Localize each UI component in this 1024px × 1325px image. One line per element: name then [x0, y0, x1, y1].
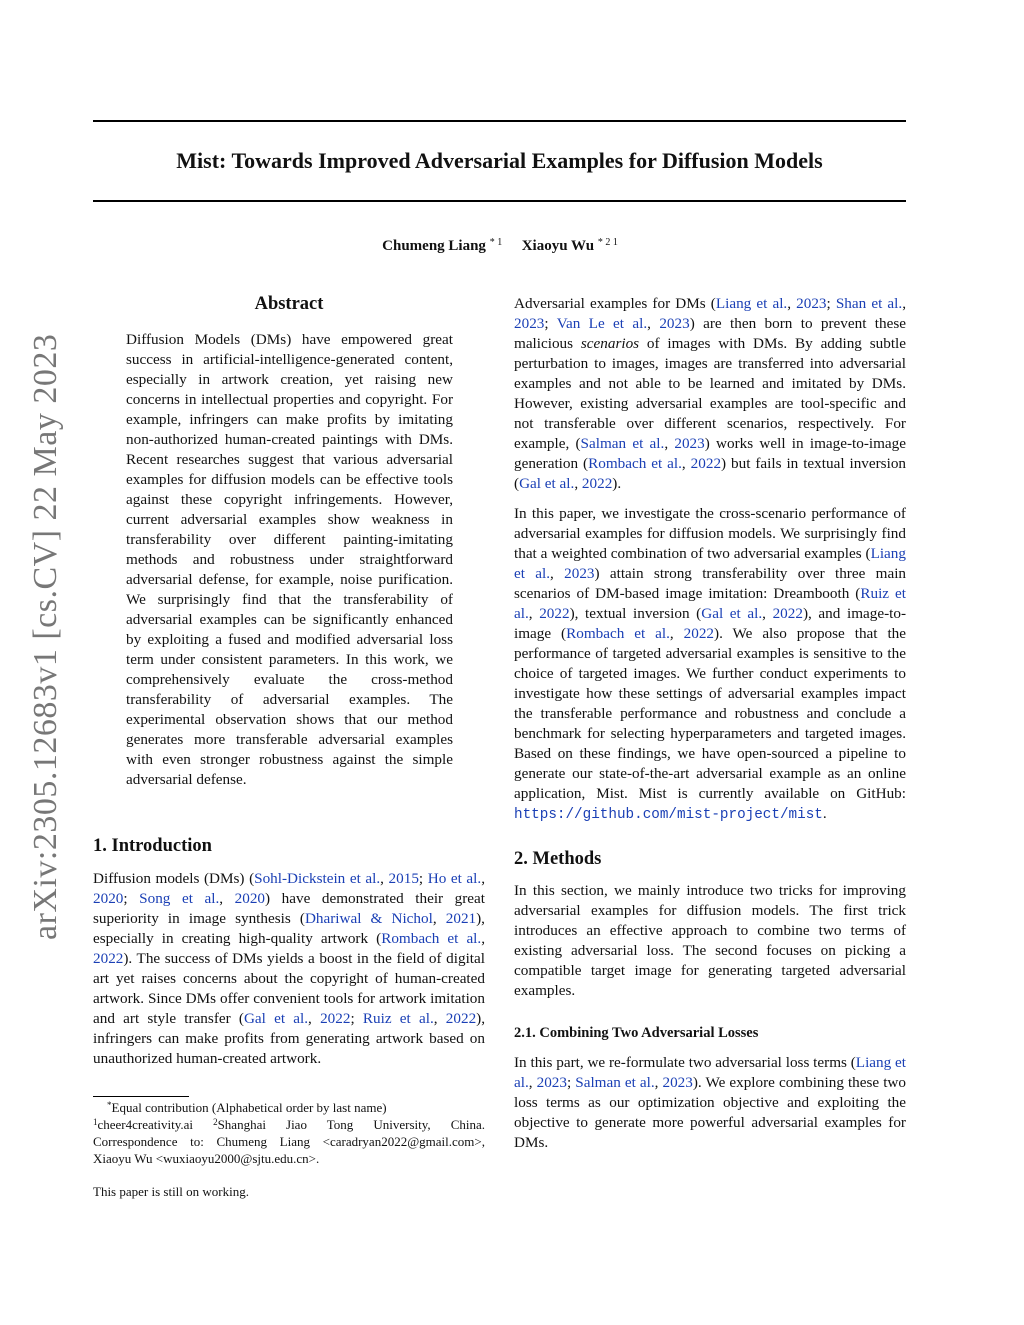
paper-title: Mist: Towards Improved Adversarial Examples for Diffusion Models — [176, 148, 823, 173]
arxiv-stamp: arXiv:2305.12683v1 [cs.CV] 22 May 2023 — [27, 333, 64, 940]
citation-link[interactable]: 2023 — [514, 315, 545, 332]
citation-link[interactable]: Dhariwal & Nichol — [304, 910, 433, 927]
author-affiliation-marks: * 2 1 — [597, 237, 618, 248]
citation-link[interactable]: 2022 — [690, 455, 722, 472]
citation-link[interactable]: Van Le et al. — [556, 315, 648, 332]
citation-link[interactable]: 2022 — [445, 1010, 477, 1027]
working-paper-note: This paper is still on working. — [93, 1184, 249, 1199]
author-name: Chumeng Liang — [382, 238, 486, 254]
abstract-body: Diffusion Models (DMs) have empowered great success in artificial-intelligence-generated content, especially in artwork creation, yet raising new concerns in intellectual properties and copyright. For example, infringers can make profits by imitating non-authorized human-created paintings with DMs. Recent researches suggest that various adversarial examples for diffusion models can be effective tools against these copyright infringements. However, current adversarial examples show weakness in transferability over different painting-imitating methods and robustness under straightforward adversarial defense, for example, noise purification. We surprisingly find that the transferability of adversarial examples can be significantly enhanced by exploiting a fused and modified adversarial loss term under consistent parameters. In this work, we comprehensively evaluate the cross-method transferability of adversarial examples. The experimental observation shows that our method generates more transferable adversarial examples with even stronger robustness against the simple adversarial defense. — [126, 331, 453, 788]
body-paragraph: In this paper, we investigate the cross-scenario performance of adversarial examples for diffusion models. We surprisingly find that a weighted combination of two adversarial examples (Liang et al., 2023) attain strong transferability over three main scenarios of DM-based image imitation: Dreambooth (Ruiz et al., 2022), textual inversion (Gal et al., 2022), and image-to-image (Rombach et al., 2022). We also propose that the performance of targeted adversarial examples is sensitive to the choice of targeted images. We further conduct experiments to investigate how these settings of adversarial examples impact the transferable performance and robustness and conclude a benchmark for selecting hyperparameters and targeted images. Based on these findings, we have open-sourced a pipeline to generate our state-of-the-art adversarial example as an online application, Mist. Mist is currently available on GitHub: https://github.com/mist-project/mist. — [514, 505, 907, 823]
author-name: Xiaoyu Wu — [521, 238, 595, 254]
citation-link[interactable]: Rombach et al. — [566, 625, 670, 642]
title-bottom-rule — [93, 200, 906, 202]
citation-link[interactable]: 2022 — [93, 950, 124, 967]
citation-link[interactable]: Liang et al. — [514, 1054, 906, 1091]
citation-link[interactable]: Liang et al. — [514, 545, 906, 582]
citation-link[interactable]: 2022 — [683, 625, 715, 642]
citation-link[interactable]: Gal et al. — [701, 605, 763, 622]
section-heading: 1. Introduction — [93, 836, 212, 856]
footnote-equal-contribution: *Equal contribution (Alphabetical order by last name) — [107, 1100, 387, 1115]
body-paragraph: In this section, we mainly introduce two tricks for improving adversarial examples for diffusion models. The first trick introduces an effective approach to combine two terms of existing adversarial loss. The second focuses on picking a compatible target image for generating targeted adversarial examples. — [514, 882, 906, 999]
body-paragraph: In this part, we re-formulate two adversarial loss terms (Liang et al., 2023; Salman et al., 2023). We explore combining these two loss terms as our optimization objective and exploiting the objective to generate more powerful adversarial examples for DMs. — [514, 1054, 906, 1151]
footnotes — [93, 1099, 485, 1167]
subsection-heading: 2.1. Combining Two Adversarial Losses — [514, 1025, 759, 1041]
citation-link[interactable]: Sohl-Dickstein et al. — [254, 870, 381, 887]
citation-link[interactable]: 2023 — [662, 1074, 693, 1091]
citation-link[interactable]: Gal et al. — [519, 475, 575, 492]
title-top-rule — [93, 120, 906, 122]
author-list — [0, 236, 1000, 256]
citation-link[interactable]: Rombach et al. — [381, 930, 482, 947]
footnote-affiliations: $^1$cheer4creativity.ai $^2$Shanghai Jiao Tong University, China. Correspondence to: Chumeng Liang <caradryan2022@gmail.com>, Xiaoyu Wu <wuxiaoyu2000@sjtu.edu.cn>. — [93, 1117, 486, 1166]
citation-link[interactable]: 2023 — [659, 315, 690, 332]
citation-link[interactable]: 2015 — [388, 870, 419, 887]
citation-link[interactable]: 2021 — [445, 910, 477, 927]
citation-link[interactable]: Ho et al. — [427, 870, 482, 887]
citation-link[interactable]: Liang et al. — [715, 295, 788, 312]
citation-link[interactable]: 2022 — [772, 605, 803, 622]
citation-link[interactable]: Rombach et al. — [588, 455, 682, 472]
citation-link[interactable]: Salman et al. — [575, 1074, 655, 1091]
citation-link[interactable]: 2022 — [581, 475, 613, 492]
citation-link[interactable]: 2023 — [674, 435, 705, 452]
intro-paragraph: Diffusion models (DMs) (Sohl-Dickstein et al., 2015; Ho et al., 2020; Song et al., 2020) have demonstrated their great superiority in image synthesis (Dhariwal & Nichol, 2021), especially in creating high-quality artwork (Rombach et al., 2022). The success of DMs yields a boost in the field of digital art yet raises concerns about the copyright of human-created artwork. Since DMs offer convenient tools for artwork imitation and art style transfer (Gal et al., 2022; Ruiz et al., 2022), infringers can make profits from generating artwork based on unauthorized human-created artwork. — [93, 870, 486, 1067]
citation-link[interactable]: 2023 — [564, 565, 595, 582]
citation-link[interactable]: Salman et al. — [580, 435, 665, 452]
section-heading: 2. Methods — [514, 849, 602, 869]
citation-link[interactable]: Gal et al. — [243, 1010, 309, 1027]
citation-link[interactable]: 2022 — [539, 605, 570, 622]
intro-section — [93, 834, 485, 1069]
citation-link[interactable]: Ruiz et al. — [362, 1010, 434, 1027]
citation-link[interactable]: Shan et al. — [835, 295, 903, 312]
citation-link[interactable]: 2022 — [320, 1010, 351, 1027]
citation-link[interactable]: Ruiz et al. — [514, 585, 906, 622]
citation-link[interactable]: 2020 — [234, 890, 266, 907]
github-link[interactable]: https://github.com/mist-project/mist — [514, 807, 823, 823]
citation-link[interactable]: 2023 — [536, 1074, 567, 1091]
citation-link[interactable]: 2023 — [796, 295, 827, 312]
body-paragraph: Adversarial examples for DMs (Liang et al., 2023; Shan et al., 2023; Van Le et al., 2023) are then born to prevent these malicious scenarios of images with DMs. By adding subtle perturbation to images, images are transferred into adversarial examples and not able to be learned and imitated by DMs. However, existing adversarial examples are tool-specific and not transferable over different scenarios, respectively. For example, (Salman et al., 2023) works well in image-to-image generation (Rombach et al., 2022) but fails in textual inversion (Gal et al., 2022). — [514, 295, 907, 492]
right-column — [514, 294, 906, 1153]
footnote-rule — [93, 1096, 189, 1097]
citation-link[interactable]: 2020 — [93, 890, 124, 907]
author-affiliation-marks: * 1 — [489, 237, 503, 248]
abstract-heading: Abstract — [254, 294, 324, 314]
citation-link[interactable]: Song et al. — [139, 890, 220, 907]
